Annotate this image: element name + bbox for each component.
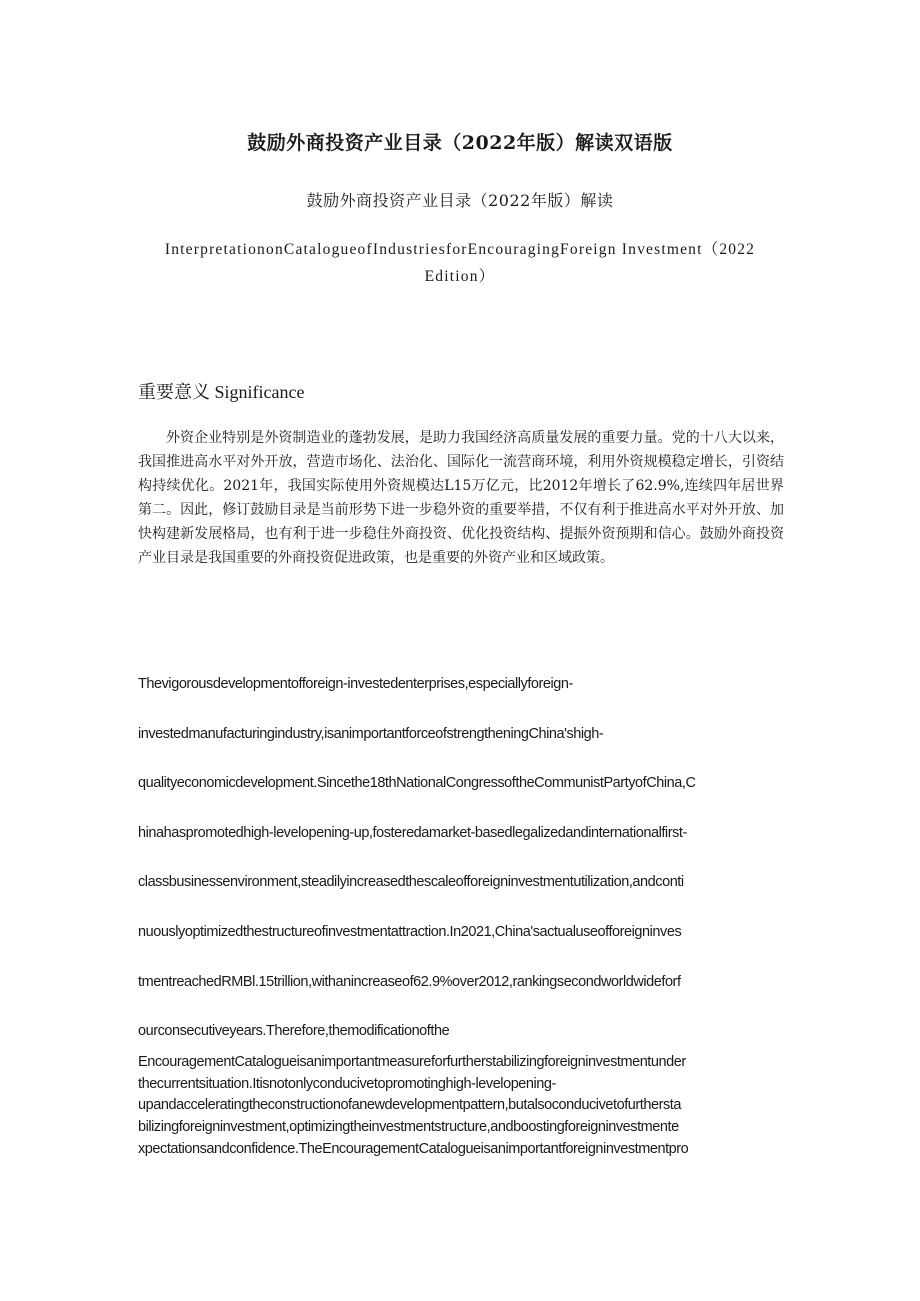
subtitle-chinese: 鼓励外商投资产业目录（2022年版）解读 <box>306 191 614 210</box>
text-line: ourconsecutiveyears.Therefore,themodificationofthe <box>138 1023 450 1040</box>
text-line: EncouragementCatalogueisanimportantmeasureforfurtherstabilizingforeigninvestmentunder <box>138 1054 686 1070</box>
text-line: Thevigorousdevelopmentofforeign-investedenterprises,especiallyforeign- <box>138 676 573 692</box>
text-line: qualityeconomicdevelopment.Sincethe18thNationalCongressoftheCommunistPartyofChina,C <box>138 775 696 792</box>
subtitle-english: InterpretationonCatalogueofIndustriesforEncouragingForeign Investment（2022Edition） <box>164 241 756 285</box>
paragraph-english-tight <box>138 1052 788 1160</box>
text-line: tmentreachedRMBl.15trillion,withanincreaseof62.9%over2012,rankingsecondworldwideforf <box>138 973 681 990</box>
paragraph-chinese: 外资企业特别是外资制造业的蓬勃发展，是助力我国经济高质量发展的重要力量。党的十八大以来，我国推进高水平对外开放，营造市场化、法治化、国际化一流营商环境，利用外资规模稳定增长，引资结构持续优化。2021年，我国实际使用外资规模达L15万亿元，比2012年增长了62.9%,连续四年居世界第二。因此，修订鼓励目录是当前形势下进一步稳外资的重要举措，不仅有利于推进高水平对外开放、加快构建新发展格局，也有利于进一步稳住外商投资、优化投资结构、提振外资预期和信心。鼓励外商投资产业目录是我国重要的外商投资促进政策，也是重要的外资产业和区域政策。 <box>138 430 784 566</box>
text-line: thecurrentsituation.Itisnotonlyconducivetopromotinghigh-levelopening- <box>138 1075 556 1092</box>
text-line: bilizingforeigninvestment,optimizingtheinvestmentstructure,andboostingforeigninvestmente <box>138 1119 679 1136</box>
text-line: classbusinessenvironment,steadilyincreasedthescaleofforeigninvestmentutilization,andconti <box>138 874 684 891</box>
section-heading: 重要意义 Significance <box>138 382 305 402</box>
text-line: nuouslyoptimizedthestructureofinvestmentattraction.In2021,China'sactualuseofforeigninves <box>138 923 682 940</box>
paragraph-english-spaced <box>138 670 788 1067</box>
text-line: xpectationsandconfidence.TheEncouragementCatalogueisanimportantforeigninvestmentpro <box>138 1140 689 1157</box>
text-line: investedmanufacturingindustry,isanimportantforceofstrengtheningChina'shigh- <box>138 725 604 742</box>
document-title: 鼓励外商投资产业目录（2022年版）解读双语版 <box>247 132 673 154</box>
text-line: upandacceleratingtheconstructionofanewdevelopmentpattern,butalsoconducivetofurthersta <box>138 1097 681 1114</box>
text-line: hinahaspromotedhigh-levelopening-up,fosteredamarket-basedlegalizedandinternationalfirst- <box>138 824 687 841</box>
